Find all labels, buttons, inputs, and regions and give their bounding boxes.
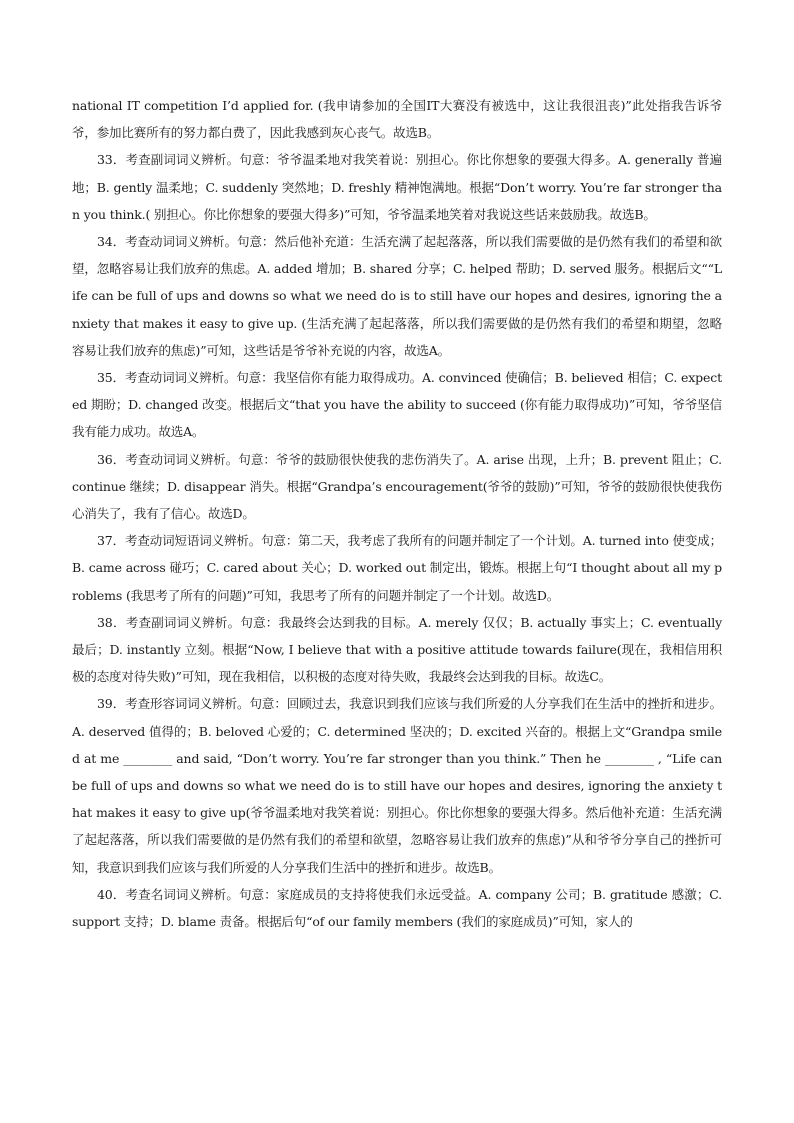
paragraph-q32-continuation: national IT competition I’d applied for. (我申请参加的全国IT大赛没有被选中，这让我很沮丧)”此处指我告诉爷爷，参加比赛所有的努力都白费了，因此我感到灰心丧气。故选B。 bbox=[72, 98, 722, 141]
paragraph-q36: 36．考查动词词义辨析。句意：爷爷的鼓励很快使我的悲伤消失了。A. arise 出现，上升；B. prevent 阻止；C. continue 继续；D. disappear 消失。根据“Grandpa’s encouragement(爷爷的鼓励)”可知，爷爷的鼓励很快使我伤心消失了，我有了信心。故选D。 bbox=[72, 451, 722, 522]
paragraph-q34: 34．考查动词词义辨析。句意：然后他补充道：生活充满了起起落落，所以我们需要做的是仍然有我们的希望和欲望，忽略容易让我们放弃的焦虑。A. added 增加；B. shared 分享；C. helped 帮助；D. served 服务。根据后文““Life can be full of ups and downs so what we need do is to still have our hopes and desires, ignoring the anxiety that makes it easy to give up. (生活充满了起起落落，所以我们需要做的是仍然有我们的希望和期望，忽略容易让我们放弃的焦虑)”可知，这些话是爷爷补充说的内容，故选A。 bbox=[72, 234, 722, 358]
document-page bbox=[72, 92, 722, 935]
paragraph-q35: 35．考查动词词义辨析。句意：我坚信你有能力取得成功。A. convinced 使确信；B. believed 相信；C. expected 期盼；D. changed 改变。根据后文“that you have the ability to succeed (你有能力取得成功)”可知，爷爷坚信我有能力成功。故选A。 bbox=[72, 370, 722, 440]
paragraph-q40: 40．考查名词词义辨析。句意：家庭成员的支持将使我们永远受益。A. company 公司；B. gratitude 感激；C. support 支持；D. blame 责备。根据后句“of our family members (我们的家庭成员)”可知，家人的 bbox=[72, 886, 722, 930]
paragraph-q38: 38．考查副词词义辨析。句意：我最终会达到我的目标。A. merely 仅仅；B. actually 事实上；C. eventually 最后；D. instantly 立刻。根据“Now, I believe that with a positive attitude towards failure(现在，我相信用积极的态度对待失败)”可知，现在我相信，以积极的态度对待失败，我最终会达到我的目标。故选C。 bbox=[72, 614, 722, 685]
paragraph-q33: 33．考查副词词义辨析。句意：爷爷温柔地对我笑着说：别担心。你比你想象的要强大得多。A. generally 普遍地；B. gently 温柔地；C. suddenly 突然地；D. freshly 精神饱满地。根据“Don’t worry. You’re far stronger than you think.( 别担心。你比你想象的要强大得多)”可知，爷爷温柔地笑着对我说这些话来鼓励我。故选B。 bbox=[72, 152, 722, 222]
paragraph-q39: 39．考查形容词词义辨析。句意：回顾过去，我意识到我们应该与我们所爱的人分享我们在生活中的挫折和进步。A. deserved 值得的；B. beloved 心爱的；C. determined 坚决的；D. excited 兴奋的。根据上文“Grandpa smiled at me ________ and said, “Don’t worry. You’re far stronger than you think.” Then he ________ , “Life can be full of ups and downs so what we need do is to still have our hopes and desires, ignoring the anxiety that makes it easy to give up(爷爷温柔地对我笑着说：别担心。你比你想象的要强大得多。然后他补充道：生活充满了起起落落，所以我们需要做的是仍然有我们的希望和欲望，忽略容易让我们放弃的焦虑)”从和爷爷分享自己的挫折可知，我意识到我们应该与我们所爱的人分享我们生活中的挫折和进步。故选B。 bbox=[72, 696, 722, 875]
paragraph-q37: 37．考查动词短语词义辨析。句意：第二天，我考虑了我所有的问题并制定了一个计划。A. turned into 使变成；B. came across 碰巧；C. cared about 关心；D. worked out 制定出，锻炼。根据上句“I thought about all my problems (我思考了所有的问题)”可知，我思考了所有的问题并制定了一个计划。故选D。 bbox=[72, 533, 722, 603]
